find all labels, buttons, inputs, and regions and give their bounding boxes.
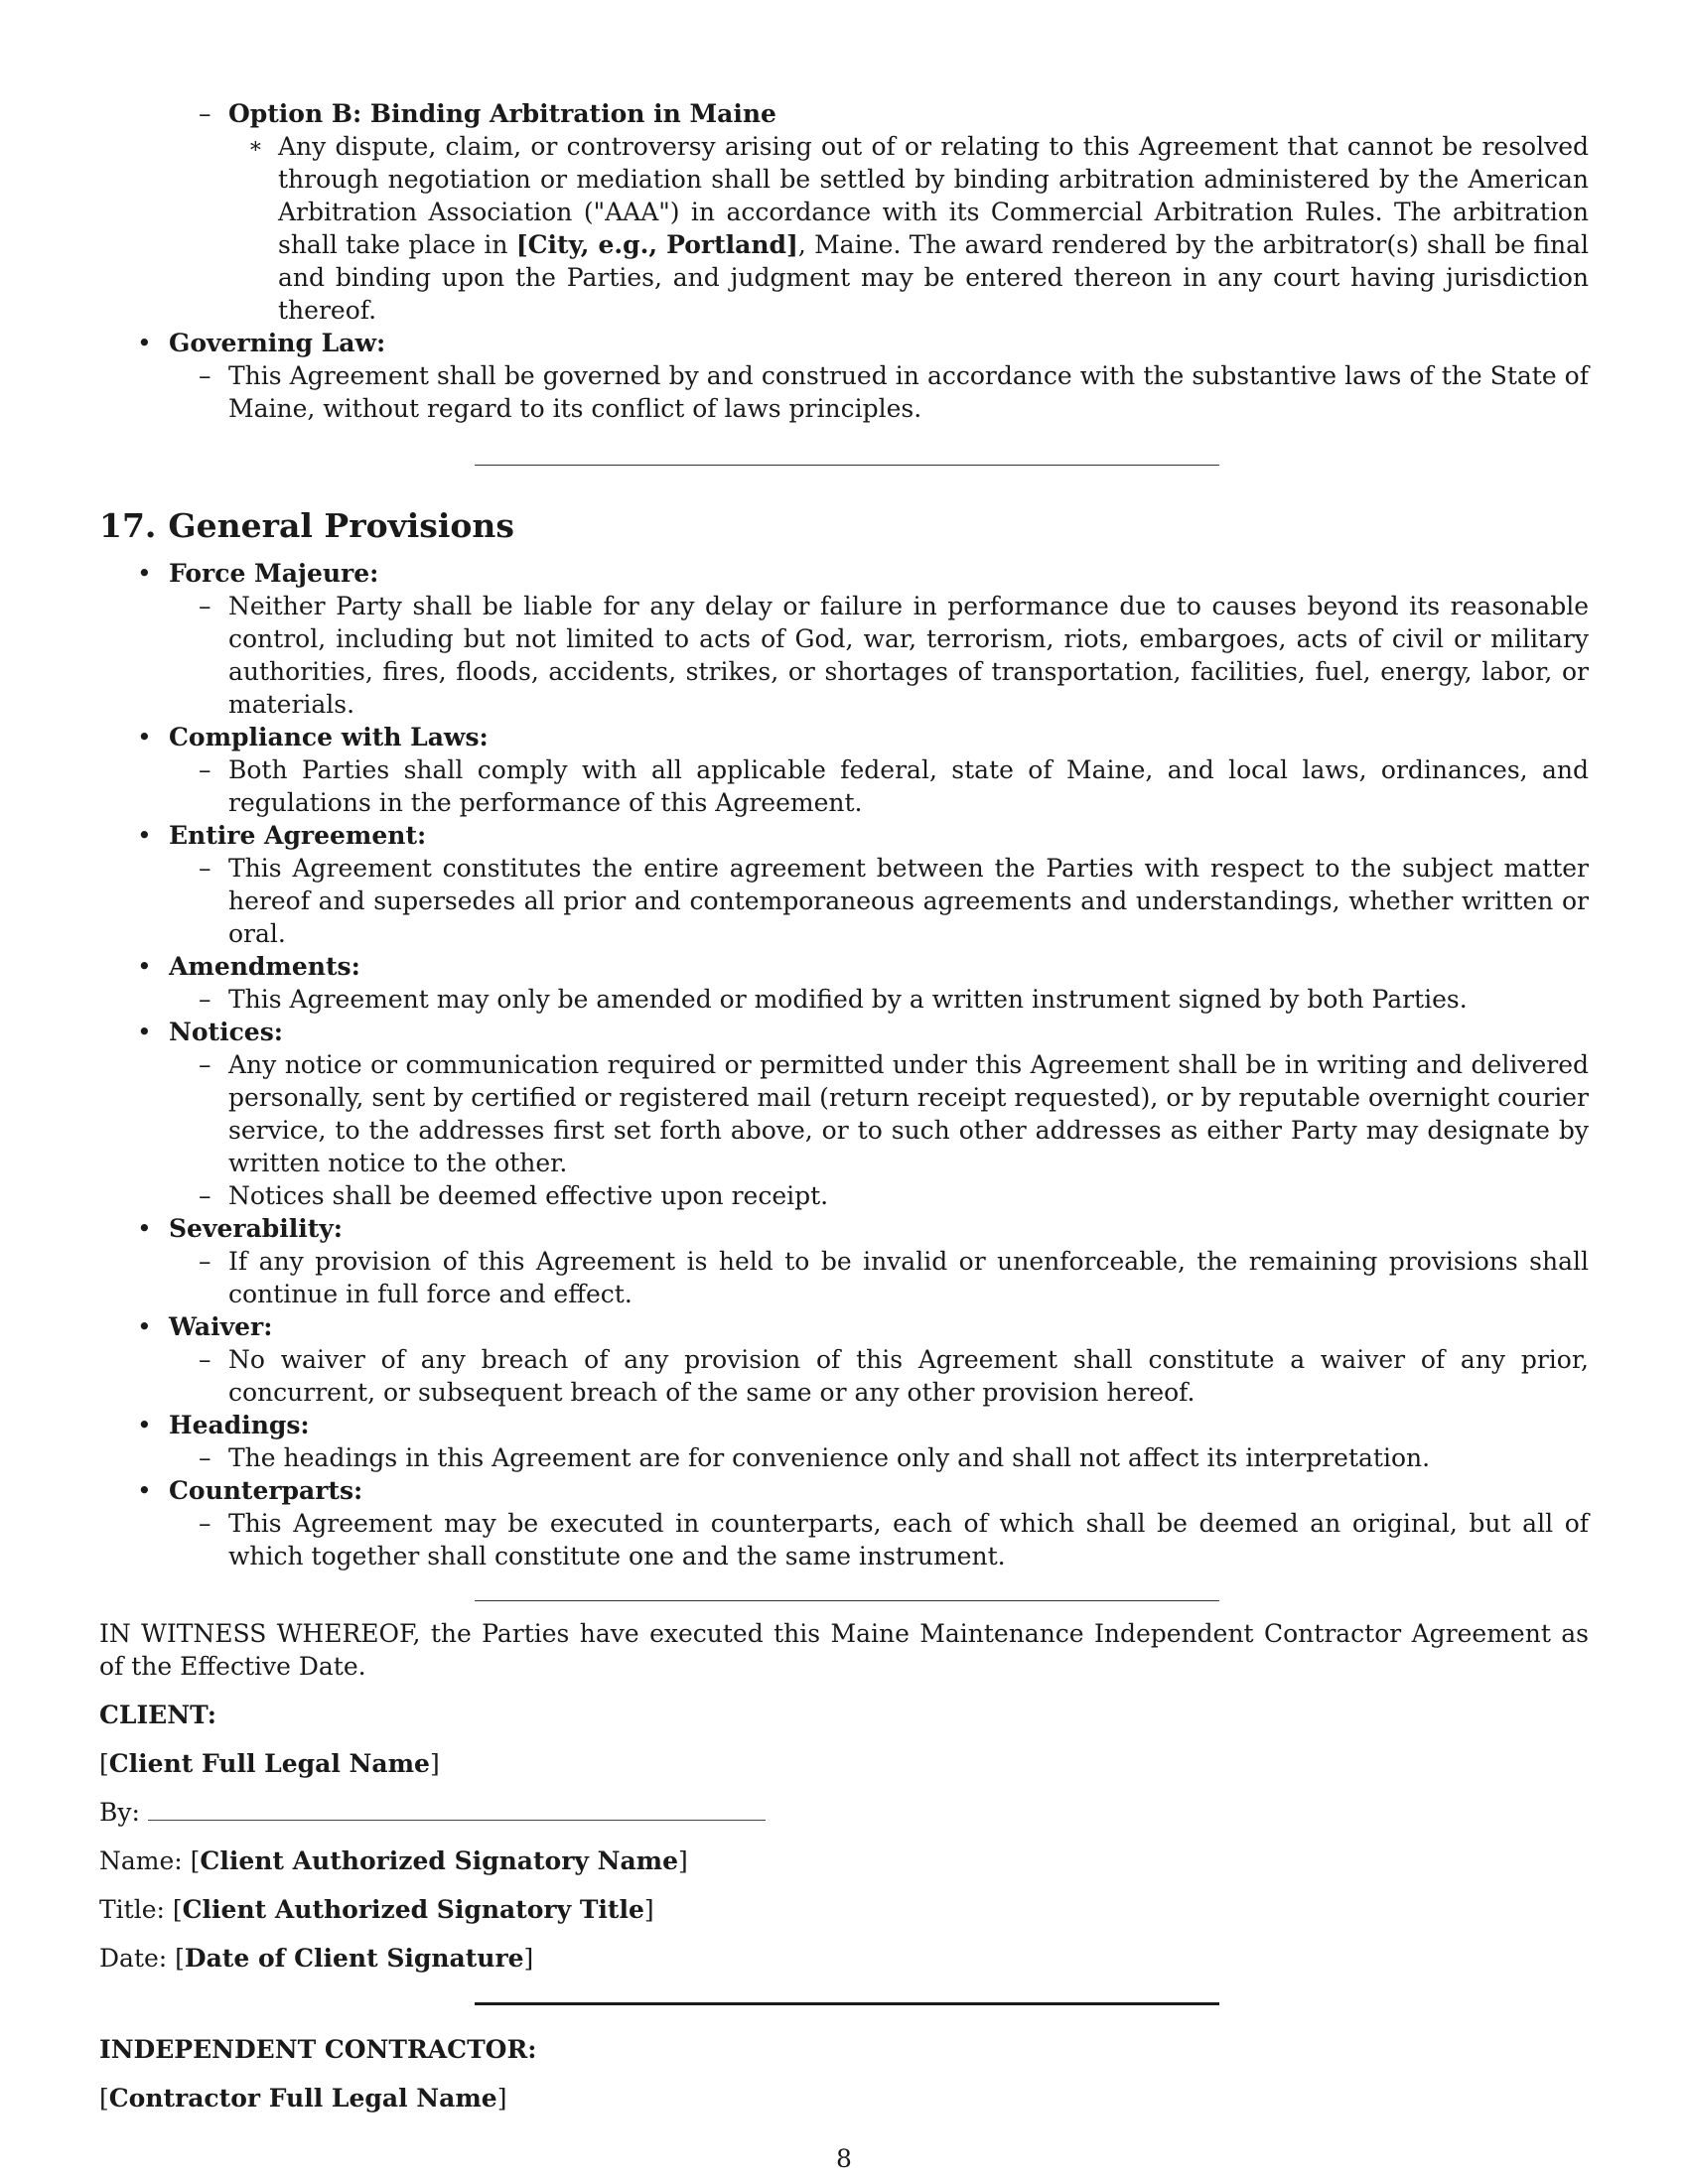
contractor-legal-name: Contractor Full Legal Name (108, 2084, 497, 2113)
provision-text: Any notice or communication required or permitted under this Agreement shall be in writing and delivered personally, sent by certified or registered mail (return receipt requested), or by reputable overnight courier service, to the addresses first set forth above, or to such other addresses as either Party may designate by written notice to the other. (228, 1050, 1589, 1177)
client-by-line (99, 1796, 1589, 1829)
dispute-resolution-options (99, 97, 1589, 130)
provision-details (99, 753, 1589, 819)
section-17-heading (99, 505, 1589, 547)
provision-text: This Agreement may only be amended or modified by a written instrument signed by both Parties. (228, 985, 1468, 1014)
provision-text: Both Parties shall comply with all applicable federal, state of Maine, and local laws, ordinances, and regulations in the performance of this Agreement. (228, 755, 1589, 817)
option-b-item (99, 97, 1589, 130)
provision-item (99, 1016, 1589, 1048)
provision-detail (99, 590, 1589, 721)
title-label: Title: (99, 1895, 165, 1924)
provision-details (99, 1343, 1589, 1409)
provision-item (99, 1474, 1589, 1507)
dash-marker: – (199, 361, 211, 390)
section-divider (475, 465, 1219, 466)
page-number: 8 (836, 2144, 852, 2173)
client-heading: CLIENT: (99, 1701, 217, 1729)
option-b-text-2: , Maine. The award rendered by the arbitrator(s) shall be final and binding upon the Parties, and judgment may be entered thereon in any court having jurisdiction thereof. (278, 230, 1589, 325)
provision-bullet (99, 819, 1589, 852)
contractor-signature-block (99, 2033, 1589, 2115)
client-title-line: Title: [Client Authorized Signatory Title] (99, 1895, 654, 1924)
provision-label: Notices: (169, 1018, 284, 1046)
governing-law-detail (99, 359, 1589, 425)
provision-bullet (99, 557, 1589, 590)
provision-label: Force Majeure: (169, 559, 379, 588)
option-b-detail-item (99, 130, 1589, 327)
provision-text: This Agreement constitutes the entire agreement between the Parties with respect to the subject matter hereof and supersedes all prior and contemporaneous agreements and understandings, whether written or oral. (228, 854, 1589, 948)
client-signature-date: Date of Client Signature (184, 1944, 524, 1973)
option-b-details (99, 130, 1589, 327)
provision-details (99, 1441, 1589, 1474)
general-provisions-list (99, 557, 1589, 1572)
contractor-legal-name-line: [Contractor Full Legal Name] (99, 2084, 507, 2113)
provision-bullet (99, 1474, 1589, 1507)
governing-law-item (99, 327, 1589, 359)
provision-detail (99, 1441, 1589, 1474)
provision-label: Compliance with Laws: (169, 723, 489, 751)
client-signatory-title: Client Authorized Signatory Title (182, 1895, 644, 1924)
provision-text: Notices shall be deemed effective upon receipt. (228, 1181, 829, 1210)
governing-law-list (99, 327, 1589, 359)
date-label: Date: (99, 1944, 168, 1973)
provision-detail (99, 1179, 1589, 1212)
document-page (99, 97, 1589, 2130)
provision-bullet (99, 1016, 1589, 1048)
provision-details (99, 1507, 1589, 1572)
section-divider (475, 1600, 1219, 1601)
provision-text: If any provision of this Agreement is held to be invalid or unenforceable, the remaining provisions shall continue in full force and effect. (228, 1247, 1589, 1308)
provision-detail (99, 753, 1589, 819)
option-b-title: Option B: Binding Arbitration in Maine (228, 99, 776, 128)
provision-bullet (99, 1310, 1589, 1343)
provision-detail (99, 852, 1589, 950)
provision-bullet (99, 950, 1589, 983)
dash-marker: – (199, 854, 211, 883)
dash-marker: – (199, 592, 211, 620)
asterisk-marker: ∗ (248, 134, 263, 159)
name-label: Name: (99, 1846, 183, 1875)
dash-marker: – (199, 1247, 211, 1276)
provision-bullet (99, 1409, 1589, 1441)
provision-item (99, 1212, 1589, 1245)
provision-bullet (99, 721, 1589, 753)
by-label: By: (99, 1798, 140, 1827)
option-b-text-1: Any dispute, claim, or controversy arising out of or relating to this Agreement that cannot be resolved through negotiation or mediation shall be settled by binding arbitration administered by the American Arbitration Association ("AAA") in accordance with its Commercial Arbitration Rules. The arbitration shall take place in (278, 132, 1589, 259)
governing-law-label: Governing Law: (169, 329, 386, 357)
provision-details (99, 1245, 1589, 1310)
dash-marker: – (199, 99, 211, 128)
provision-item (99, 557, 1589, 590)
provision-text: No waiver of any breach of any provision of this Agreement shall constitute a waiver of any prior, concurrent, or subsequent breach of the same or any other provision hereof. (228, 1345, 1589, 1407)
provision-details (99, 590, 1589, 721)
provision-text: The headings in this Agreement are for convenience only and shall not affect its interpretation. (228, 1443, 1431, 1472)
provision-text: Neither Party shall be liable for any delay or failure in performance due to causes beyond its reasonable control, including but not limited to acts of God, war, terrorism, riots, embargoes, acts of civil or military authorities, fires, floods, accidents, strikes, or shortages of transportation, facilities, fuel, energy, labor, or materials. (228, 592, 1589, 719)
client-name-line: Name: [Client Authorized Signatory Name] (99, 1846, 688, 1875)
client-date-line: Date: [Date of Client Signature] (99, 1944, 534, 1973)
dash-marker: – (199, 1181, 211, 1210)
provision-details (99, 852, 1589, 950)
section-number: 17. (99, 506, 157, 545)
provision-detail (99, 983, 1589, 1016)
provision-detail (99, 1507, 1589, 1572)
governing-law-text: This Agreement shall be governed by and construed in accordance with the substantive laws of the State of Maine, without regard to its conflict of laws principles. (228, 361, 1589, 423)
dash-marker: – (199, 1443, 211, 1472)
client-legal-name: Client Full Legal Name (108, 1749, 430, 1778)
provision-label: Counterparts: (169, 1476, 363, 1505)
provision-item (99, 1310, 1589, 1343)
provision-label: Amendments: (169, 952, 360, 981)
provision-details (99, 983, 1589, 1016)
provision-text: This Agreement may be executed in counterparts, each of which shall be deemed an original, but all of which together shall constitute one and the same instrument. (228, 1509, 1589, 1570)
provision-item (99, 721, 1589, 753)
governing-law-details (99, 359, 1589, 425)
provision-label: Waiver: (169, 1312, 273, 1341)
client-legal-name-line: [Client Full Legal Name] (99, 1749, 440, 1778)
signature-line[interactable] (148, 1819, 766, 1821)
dash-marker: – (199, 1050, 211, 1079)
section-title: General Provisions (168, 506, 515, 545)
option-b-city: [City, e.g., Portland] (515, 230, 798, 259)
dash-marker: – (199, 985, 211, 1014)
provision-label: Entire Agreement: (169, 821, 427, 850)
dash-marker: – (199, 1345, 211, 1374)
provision-bullet (99, 1212, 1589, 1245)
dash-marker: – (199, 755, 211, 784)
provision-label: Severability: (169, 1214, 344, 1243)
provision-item (99, 1409, 1589, 1441)
provision-label: Headings: (169, 1411, 310, 1439)
client-signature-block (99, 1699, 1589, 1975)
provision-item (99, 819, 1589, 852)
provision-details (99, 1048, 1589, 1212)
provision-detail (99, 1048, 1589, 1179)
provision-detail (99, 1245, 1589, 1310)
contractor-heading: INDEPENDENT CONTRACTOR: (99, 2035, 537, 2064)
provision-item (99, 950, 1589, 983)
dash-marker: – (199, 1509, 211, 1538)
provision-detail (99, 1343, 1589, 1409)
client-signatory-name: Client Authorized Signatory Name (200, 1846, 679, 1875)
witness-clause: IN WITNESS WHEREOF, the Parties have executed this Maine Maintenance Independent Contractor Agreement as of the Effective Date. (99, 1619, 1589, 1681)
signature-divider (475, 2002, 1219, 2005)
